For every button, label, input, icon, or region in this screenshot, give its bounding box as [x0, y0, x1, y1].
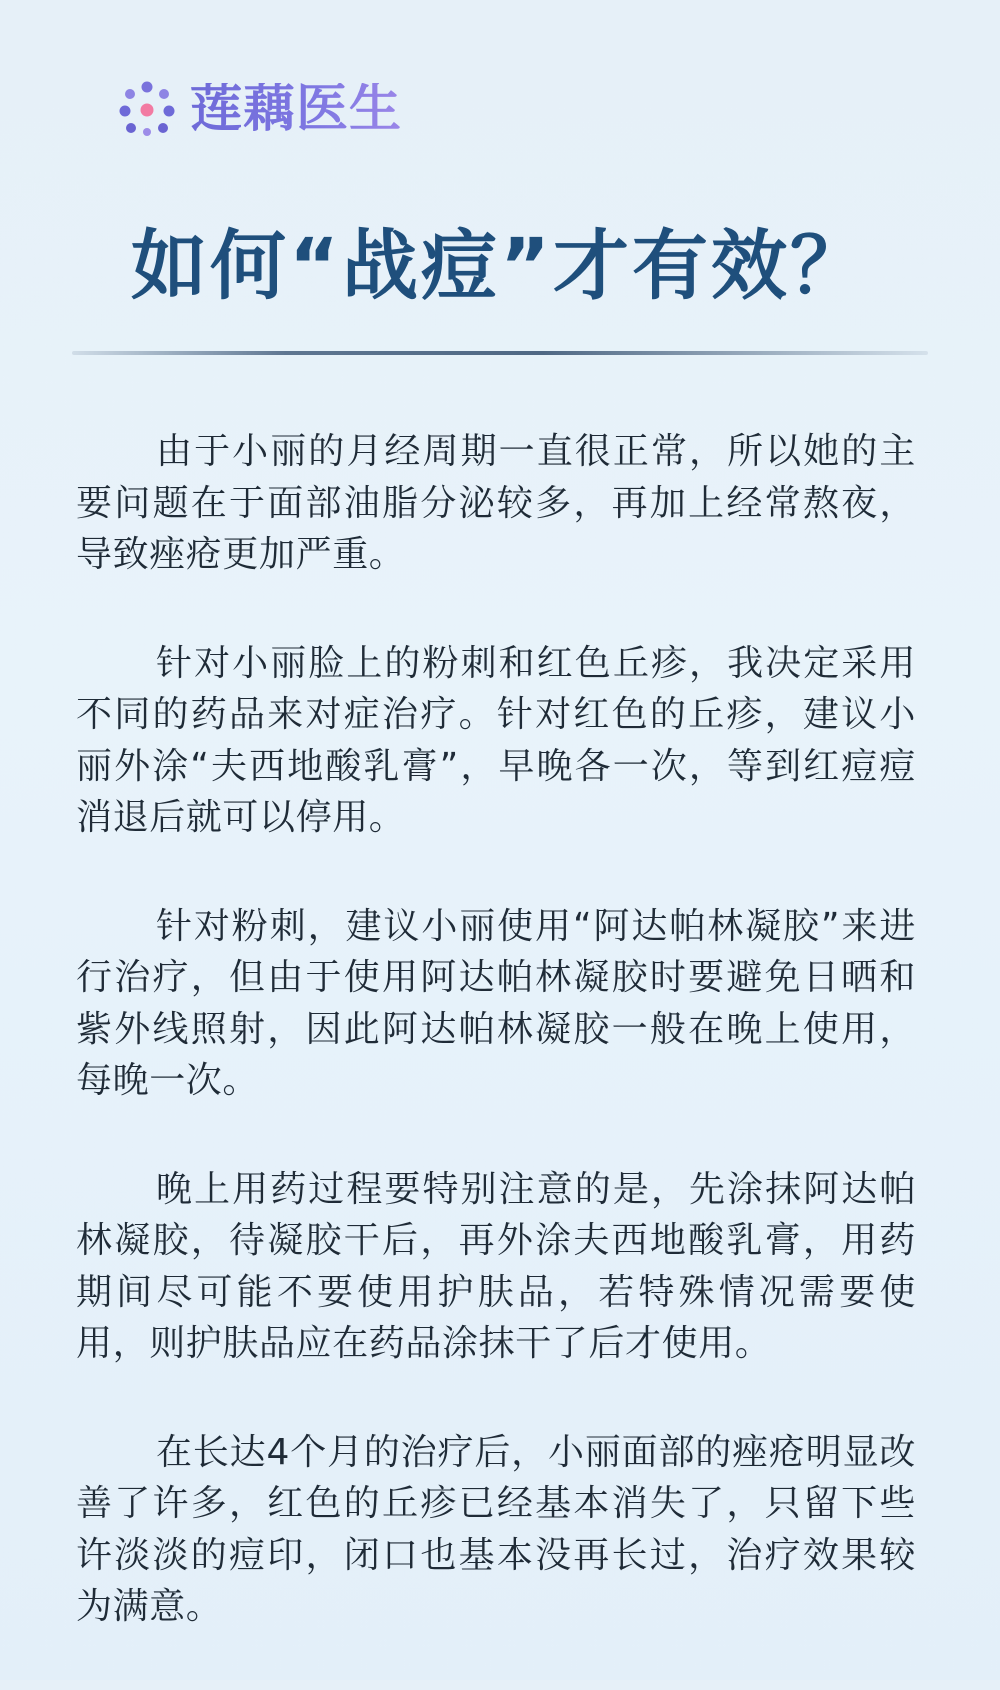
paragraph-2: 针对小丽脸上的粉刺和红色丘疹，我决定采用不同的药品来对症治疗。针对红色的丘疹，建议小丽外涂“夫西地酸乳膏”，早晚各一次，等到红痘痘消退后就可以停用。 [76, 642, 916, 838]
article-body [76, 426, 916, 1690]
paragraph-3: 针对粉刺，建议小丽使用“阿达帕林凝胶”来进行治疗，但由于使用阿达帕林凝胶时要避免日晒和紫外线照射，因此阿达帕林凝胶一般在晚上使用，每晚一次。 [76, 905, 916, 1101]
paragraph-5: 在长达4个月的治疗后，小丽面部的痤疮明显改善了许多，红色的丘疹已经基本消失了，只留下些许淡淡的痘印，闭口也基本没再长过，治疗效果较为满意。 [76, 1431, 916, 1627]
lotus-dots-icon [118, 80, 176, 138]
brand-name: 莲藕医生 [190, 79, 403, 139]
paragraph-1: 由于小丽的月经周期一直很正常，所以她的主要问题在于面部油脂分泌较多，再加上经常熬夜，导致痤疮更加严重。 [76, 431, 916, 575]
page-title: 如何“战痘”才有效？ [131, 221, 869, 310]
brand-logo [118, 80, 402, 138]
title-divider [72, 351, 928, 355]
paragraph-4: 晚上用药过程要特别注意的是，先涂抹阿达帕林凝胶，待凝胶干后，再外涂夫西地酸乳膏，用药期间尽可能不要使用护肤品，若特殊情况需要使用，则护肤品应在药品涂抹干了后才使用。 [76, 1168, 916, 1364]
